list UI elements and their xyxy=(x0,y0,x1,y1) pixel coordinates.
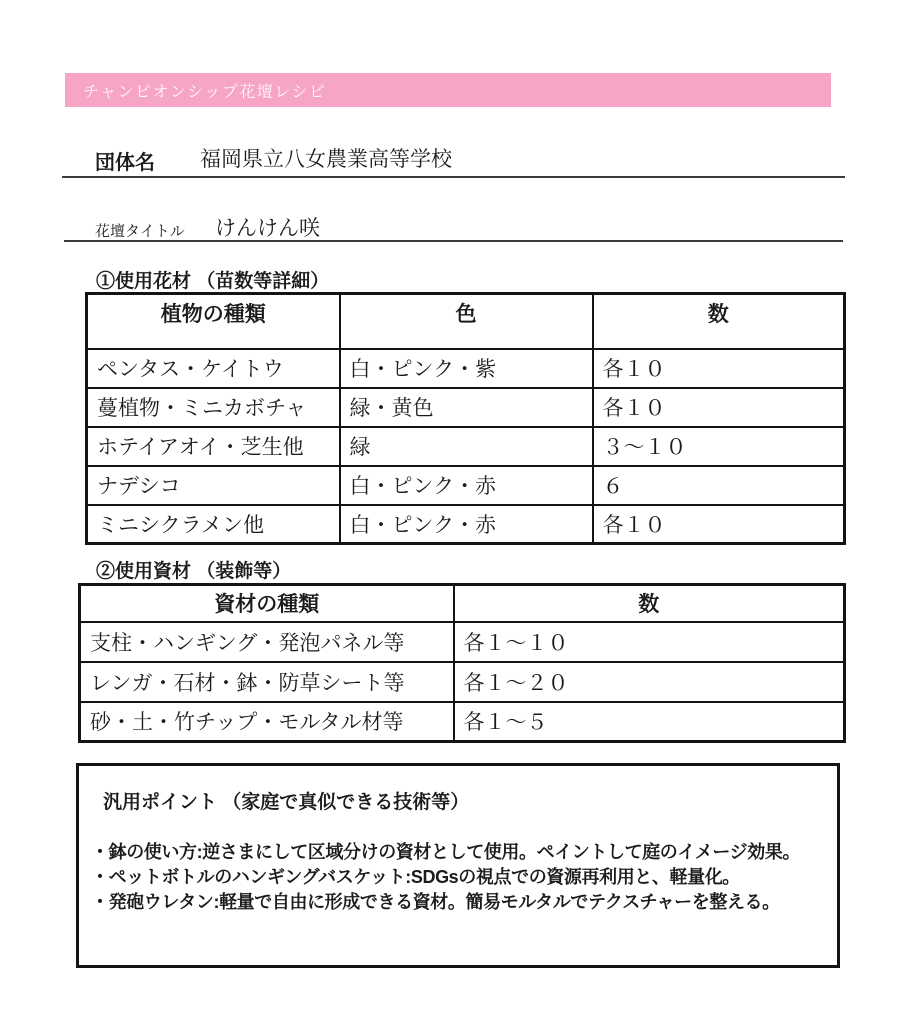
table-cell: ナデシコ xyxy=(87,466,340,505)
table-row xyxy=(80,702,845,742)
table-cell: ３～１０ xyxy=(593,427,845,466)
plants-table-header-row xyxy=(87,294,845,349)
table-row xyxy=(87,427,845,466)
table-row xyxy=(87,466,845,505)
table-row xyxy=(87,505,845,544)
table-cell: 白・ピンク・紫 xyxy=(340,349,593,388)
section2-heading: ②使用資材 （装飾等） xyxy=(96,561,292,582)
table-cell: 各１～１０ xyxy=(454,622,845,662)
bed-title-label: 花壇タイトル xyxy=(95,223,185,240)
points-list xyxy=(91,840,837,915)
point-bullet: ・ペットボトルのハンギングバスケット:SDGsの視点での資源再利用と、軽量化。 xyxy=(91,867,740,887)
materials-table xyxy=(78,583,846,743)
table-cell: 各１～５ xyxy=(454,702,845,742)
table-cell: 白・ピンク・赤 xyxy=(340,505,593,544)
document-title-banner xyxy=(65,73,831,107)
plants-table xyxy=(85,292,846,545)
materials-header-count: 数 xyxy=(454,585,845,622)
table-cell: 各１～２０ xyxy=(454,662,845,702)
point-bullet: ・発砲ウレタン:軽量で自由に形成できる資材。簡易モルタルでテクスチャーを整える。 xyxy=(91,892,780,912)
plants-header-type: 植物の種類 xyxy=(87,294,340,349)
section1-heading: ①使用花材 （苗数等詳細） xyxy=(96,271,330,292)
table-row xyxy=(80,622,845,662)
plants-header-count: 数 xyxy=(593,294,845,349)
table-cell: 支柱・ハンギング・発泡パネル等 xyxy=(80,622,454,662)
materials-header-type: 資材の種類 xyxy=(80,585,454,622)
materials-table-header-row xyxy=(80,585,845,622)
table-cell: 緑 xyxy=(340,427,593,466)
table-cell: 砂・土・竹チップ・モルタル材等 xyxy=(80,702,454,742)
table-cell: ６ xyxy=(593,466,845,505)
bed-title-value: けんけん咲 xyxy=(215,217,320,240)
org-name-label: 団体名 xyxy=(95,152,155,174)
table-row xyxy=(87,349,845,388)
table-cell: 各１０ xyxy=(593,349,845,388)
points-heading: 汎用ポイント （家庭で真似できる技術等） xyxy=(103,792,470,813)
table-cell: レンガ・石材・鉢・防草シート等 xyxy=(80,662,454,702)
table-cell: ホテイアオイ・芝生他 xyxy=(87,427,340,466)
plants-header-color: 色 xyxy=(340,294,593,349)
table-cell: 白・ピンク・赤 xyxy=(340,466,593,505)
table-row xyxy=(87,388,845,427)
points-box xyxy=(76,763,840,968)
table-cell: ペンタス・ケイトウ xyxy=(87,349,340,388)
table-cell: 緑・黄色 xyxy=(340,388,593,427)
table-cell: 各１０ xyxy=(593,388,845,427)
table-cell: 蔓植物・ミニカボチャ xyxy=(87,388,340,427)
org-name-value: 福岡県立八女農業高等学校 xyxy=(200,148,452,171)
document-title: チャンピオンシップ花壇レシピ xyxy=(83,83,327,101)
table-row xyxy=(80,662,845,702)
bed-title-underline xyxy=(64,240,843,242)
table-cell: 各１０ xyxy=(593,505,845,544)
table-cell: ミニシクラメン他 xyxy=(87,505,340,544)
point-bullet: ・鉢の使い方:逆さまにして区域分けの資材として使用。ペイントして庭のイメージ効果。 xyxy=(91,842,801,862)
org-underline xyxy=(62,176,845,178)
